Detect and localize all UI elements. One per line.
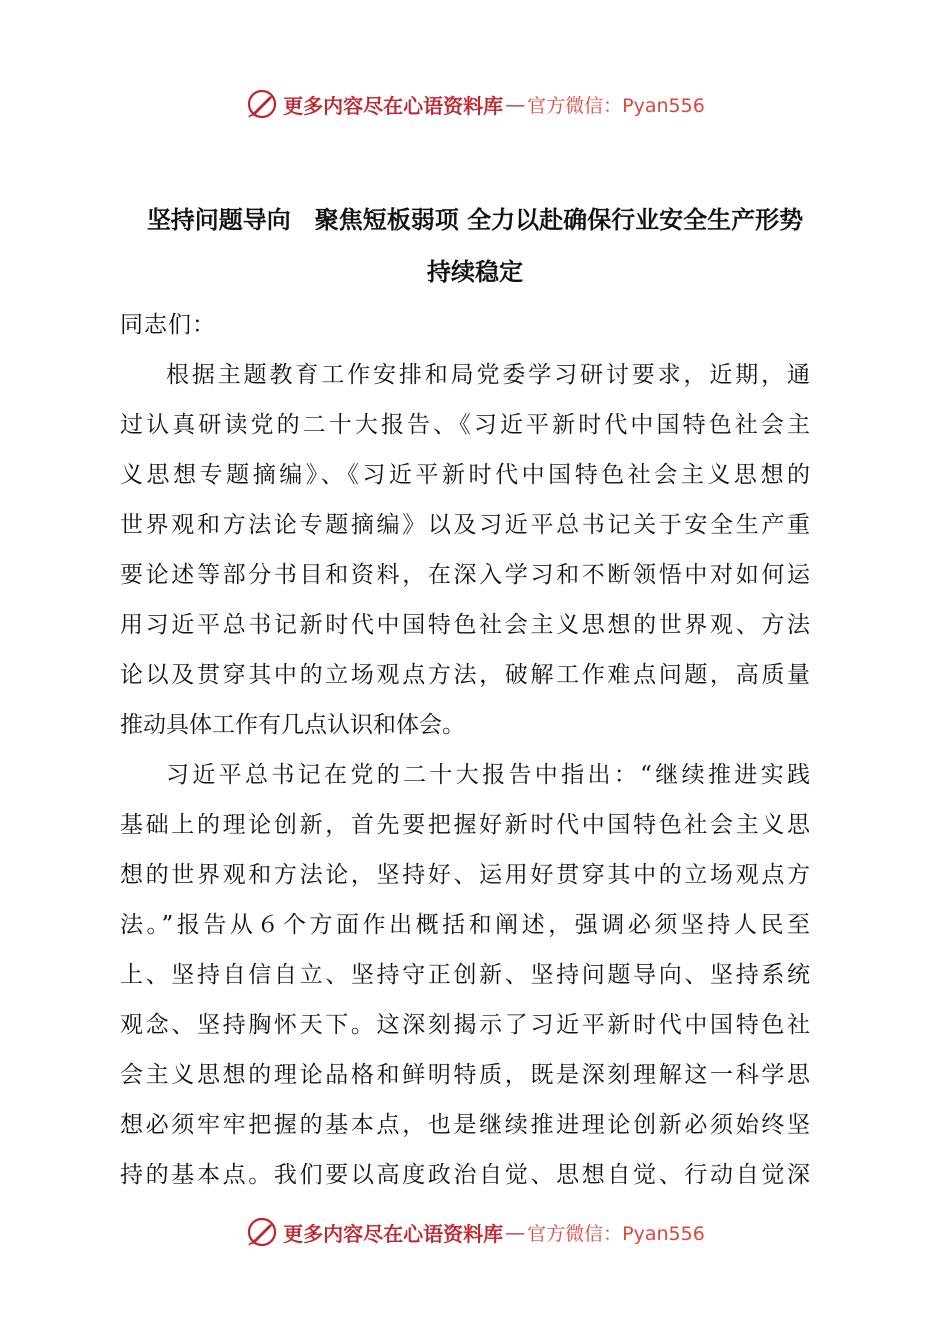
paragraph-line: 想必须牢牢把握的基本点，也是继续推进理论创新必须始终坚: [120, 1112, 810, 1138]
paragraph-line: 推动具体工作有几点认识和体会。: [120, 712, 465, 738]
document-body: [120, 350, 810, 1200]
paragraph-2: [120, 750, 810, 1200]
paragraph-line: 基础上的理论创新，首先要把握好新时代中国特色社会主义思: [120, 812, 810, 838]
watermark-brand: 更多内容尽在心语资料库: [283, 93, 504, 118]
paragraph-line: 要论述等部分书目和资料，在深入学习和不断领悟中对如何运: [120, 562, 810, 588]
paragraph-line: 论以及贯穿其中的立场观点方法，破解工作难点问题，高质量: [120, 662, 810, 688]
paragraph-line: 会主义思想的理论品格和鲜明特质，既是深刻理解这一科学思: [120, 1062, 810, 1088]
paragraph-line: 用习近平总书记新时代中国特色社会主义思想的世界观、方法: [120, 612, 810, 638]
watermark-contact: 官方微信：Pyan556: [527, 94, 705, 117]
watermark-banner-top: [0, 84, 950, 124]
paragraph-line: 观念、坚持胸怀天下。这深刻揭示了习近平新时代中国特色社: [120, 1012, 810, 1038]
watermark-contact: 官方微信：Pyan556: [527, 1222, 705, 1245]
document-title-line2: 持续稳定: [427, 258, 523, 286]
watermark-brand: 更多内容尽在心语资料库: [283, 1221, 504, 1246]
paragraph-line: 上、坚持自信自立、坚持守正创新、坚持问题导向、坚持系统: [120, 962, 810, 988]
pen-logo-icon: [245, 87, 279, 121]
document-title-line1: 坚持问题导向 聚焦短板弱项 全力以赴确保行业安全生产形势: [146, 206, 804, 234]
paragraph-line: 世界观和方法论专题摘编》以及习近平总书记关于安全生产重: [120, 512, 810, 538]
paragraph-1: [120, 350, 810, 750]
paragraph-line: 想的世界观和方法论，坚持好、运用好贯穿其中的立场观点方: [120, 862, 810, 888]
paragraph-line: 根据主题教育工作安排和局党委学习研讨要求，近期，通: [166, 362, 810, 388]
paragraph-line: 过认真研读党的二十大报告、《习近平新时代中国特色社会主: [120, 412, 810, 438]
pen-logo-icon: [245, 1215, 279, 1249]
watermark-dash: —: [505, 92, 526, 116]
watermark-dash: —: [505, 1220, 526, 1244]
paragraph-line: 法。”报告从６个方面作出概括和阐述，强调必须坚持人民至: [120, 912, 810, 938]
paragraph-line: 习近平总书记在党的二十大报告中指出：“继续推进实践: [166, 762, 810, 788]
paragraph-line: 义思想专题摘编》、《习近平新时代中国特色社会主义思想的: [120, 462, 810, 488]
paragraph-line: 持的基本点。我们要以高度政治自觉、思想自觉、行动自觉深: [120, 1162, 810, 1188]
watermark-banner-bottom: [0, 1212, 950, 1252]
greeting: 同志们：: [120, 312, 216, 338]
